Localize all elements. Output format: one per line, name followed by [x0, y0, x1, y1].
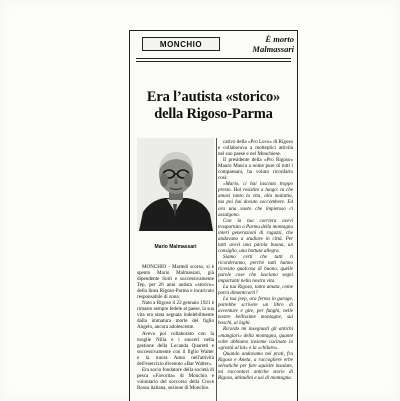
- right-paragraph: Quando andavamo nei prati, fra Rigoso e Aneta, a raccogliere erbe selvatiche per fare squisite insalate, mi raccontavi antiche storie di Rigoso, abitudini e usi di montagna.: [218, 350, 293, 381]
- right-paragraph: Ricordo mi insegnasti gli antichi «mangiari» della montagna, quante volte abbiamo insieme cucinato la «grostà al lat» e la «chilaro».: [218, 326, 293, 351]
- right-paragraph: La tua Rigoso, tanto amata, come potrà dimenticarti?: [218, 284, 293, 297]
- left-paragraph: Era socio fondatore della società di pesca «Favorita» di Monchio e volontario del soccorso della Croce Rossa italiana, sezione di Monchio.: [137, 366, 214, 391]
- rubric-label: MONCHIO: [159, 39, 203, 49]
- top-divider: [136, 58, 291, 59]
- left-paragraph: MONCHIO - Martedì scorso, si è spento Mario Malmassari, già dipendente Sortì e successivamente Tep, per 26 anni autista «storico» della linea Rigoso-Parma e incaricato responsabile di zona.: [137, 264, 214, 301]
- right-paragraph: Con la tua corriera avevi trasportato a Parma della montagna interi generazioni di ragazzi, che andavano a studiare in città. Per tutti avevi una parola buona, un consiglio, una battuta allegra.: [218, 217, 293, 254]
- kicker: [226, 34, 294, 54]
- body-column-left: [137, 264, 214, 391]
- right-paragraph: cativo della «Pro Loco» di Rigoso e collaborava a molteplici attività nel suo paese e nel Monchiese.: [218, 139, 293, 158]
- headline-line-1: Era l’autista «storico»: [146, 89, 281, 105]
- body-column-right: [218, 139, 293, 381]
- photo-caption: Mario Malmassari: [154, 244, 197, 250]
- headline-line-2: della Rigoso-Parma: [154, 106, 273, 122]
- portrait-photo: [137, 138, 214, 231]
- portrait-image: [137, 138, 214, 231]
- left-paragraph: Aveva poi collaborato con la moglie Nilla e i suoceri nella gestione della Locanda Quaretti e successivamente con il figlio Walter e la nuora Anna nell'attività dell'esercizio divenuto «Bar Walter».: [137, 330, 214, 367]
- right-paragraph: Il presidente della «Pro Rigoso» Mauro Manca a nome pure di tutti i compaesani, ha voluto ricordarlo così:: [218, 157, 293, 182]
- section-rubric: [142, 37, 220, 51]
- kicker-line-1: È morto: [265, 34, 294, 44]
- left-paragraph: Nato a Rigoso il 22 gennaio 1921 è rimasto sempre fedele al paese, la sua vita era stata segnata indelebilmente dalla immatura morte del figlio Angelo, ancora adolescente.: [137, 300, 215, 331]
- kicker-line-2: Malmassari: [252, 44, 294, 54]
- column-separator: [216, 138, 217, 401]
- right-paragraph: «Mario, ci hai lasciato troppo presto. Hai resistito a lungo: tu che amavi tanto la vita, alla malattia, ma poi hai dovuto soccombere. Ed ora una vuoto che impietoso ci assalgono.: [218, 181, 293, 218]
- right-paragraph: Siamo certi che tutti ti ricorderanno, perché tutti hanno ricevuto qualcosa di buono, quelle parole cose che lasciano segni importanti nella nostra vita.: [218, 253, 293, 285]
- headline: [134, 89, 293, 123]
- top-divider-thin: [136, 61, 291, 62]
- newspaper-clipping: [129, 30, 298, 401]
- right-paragraph: La tua jeep, ora ferma in garage, potrebbe scrivere un libro di avventure e gite, per funghi, nelle nostre bellissime montagne, sui boschi, ai laghi.: [218, 296, 293, 327]
